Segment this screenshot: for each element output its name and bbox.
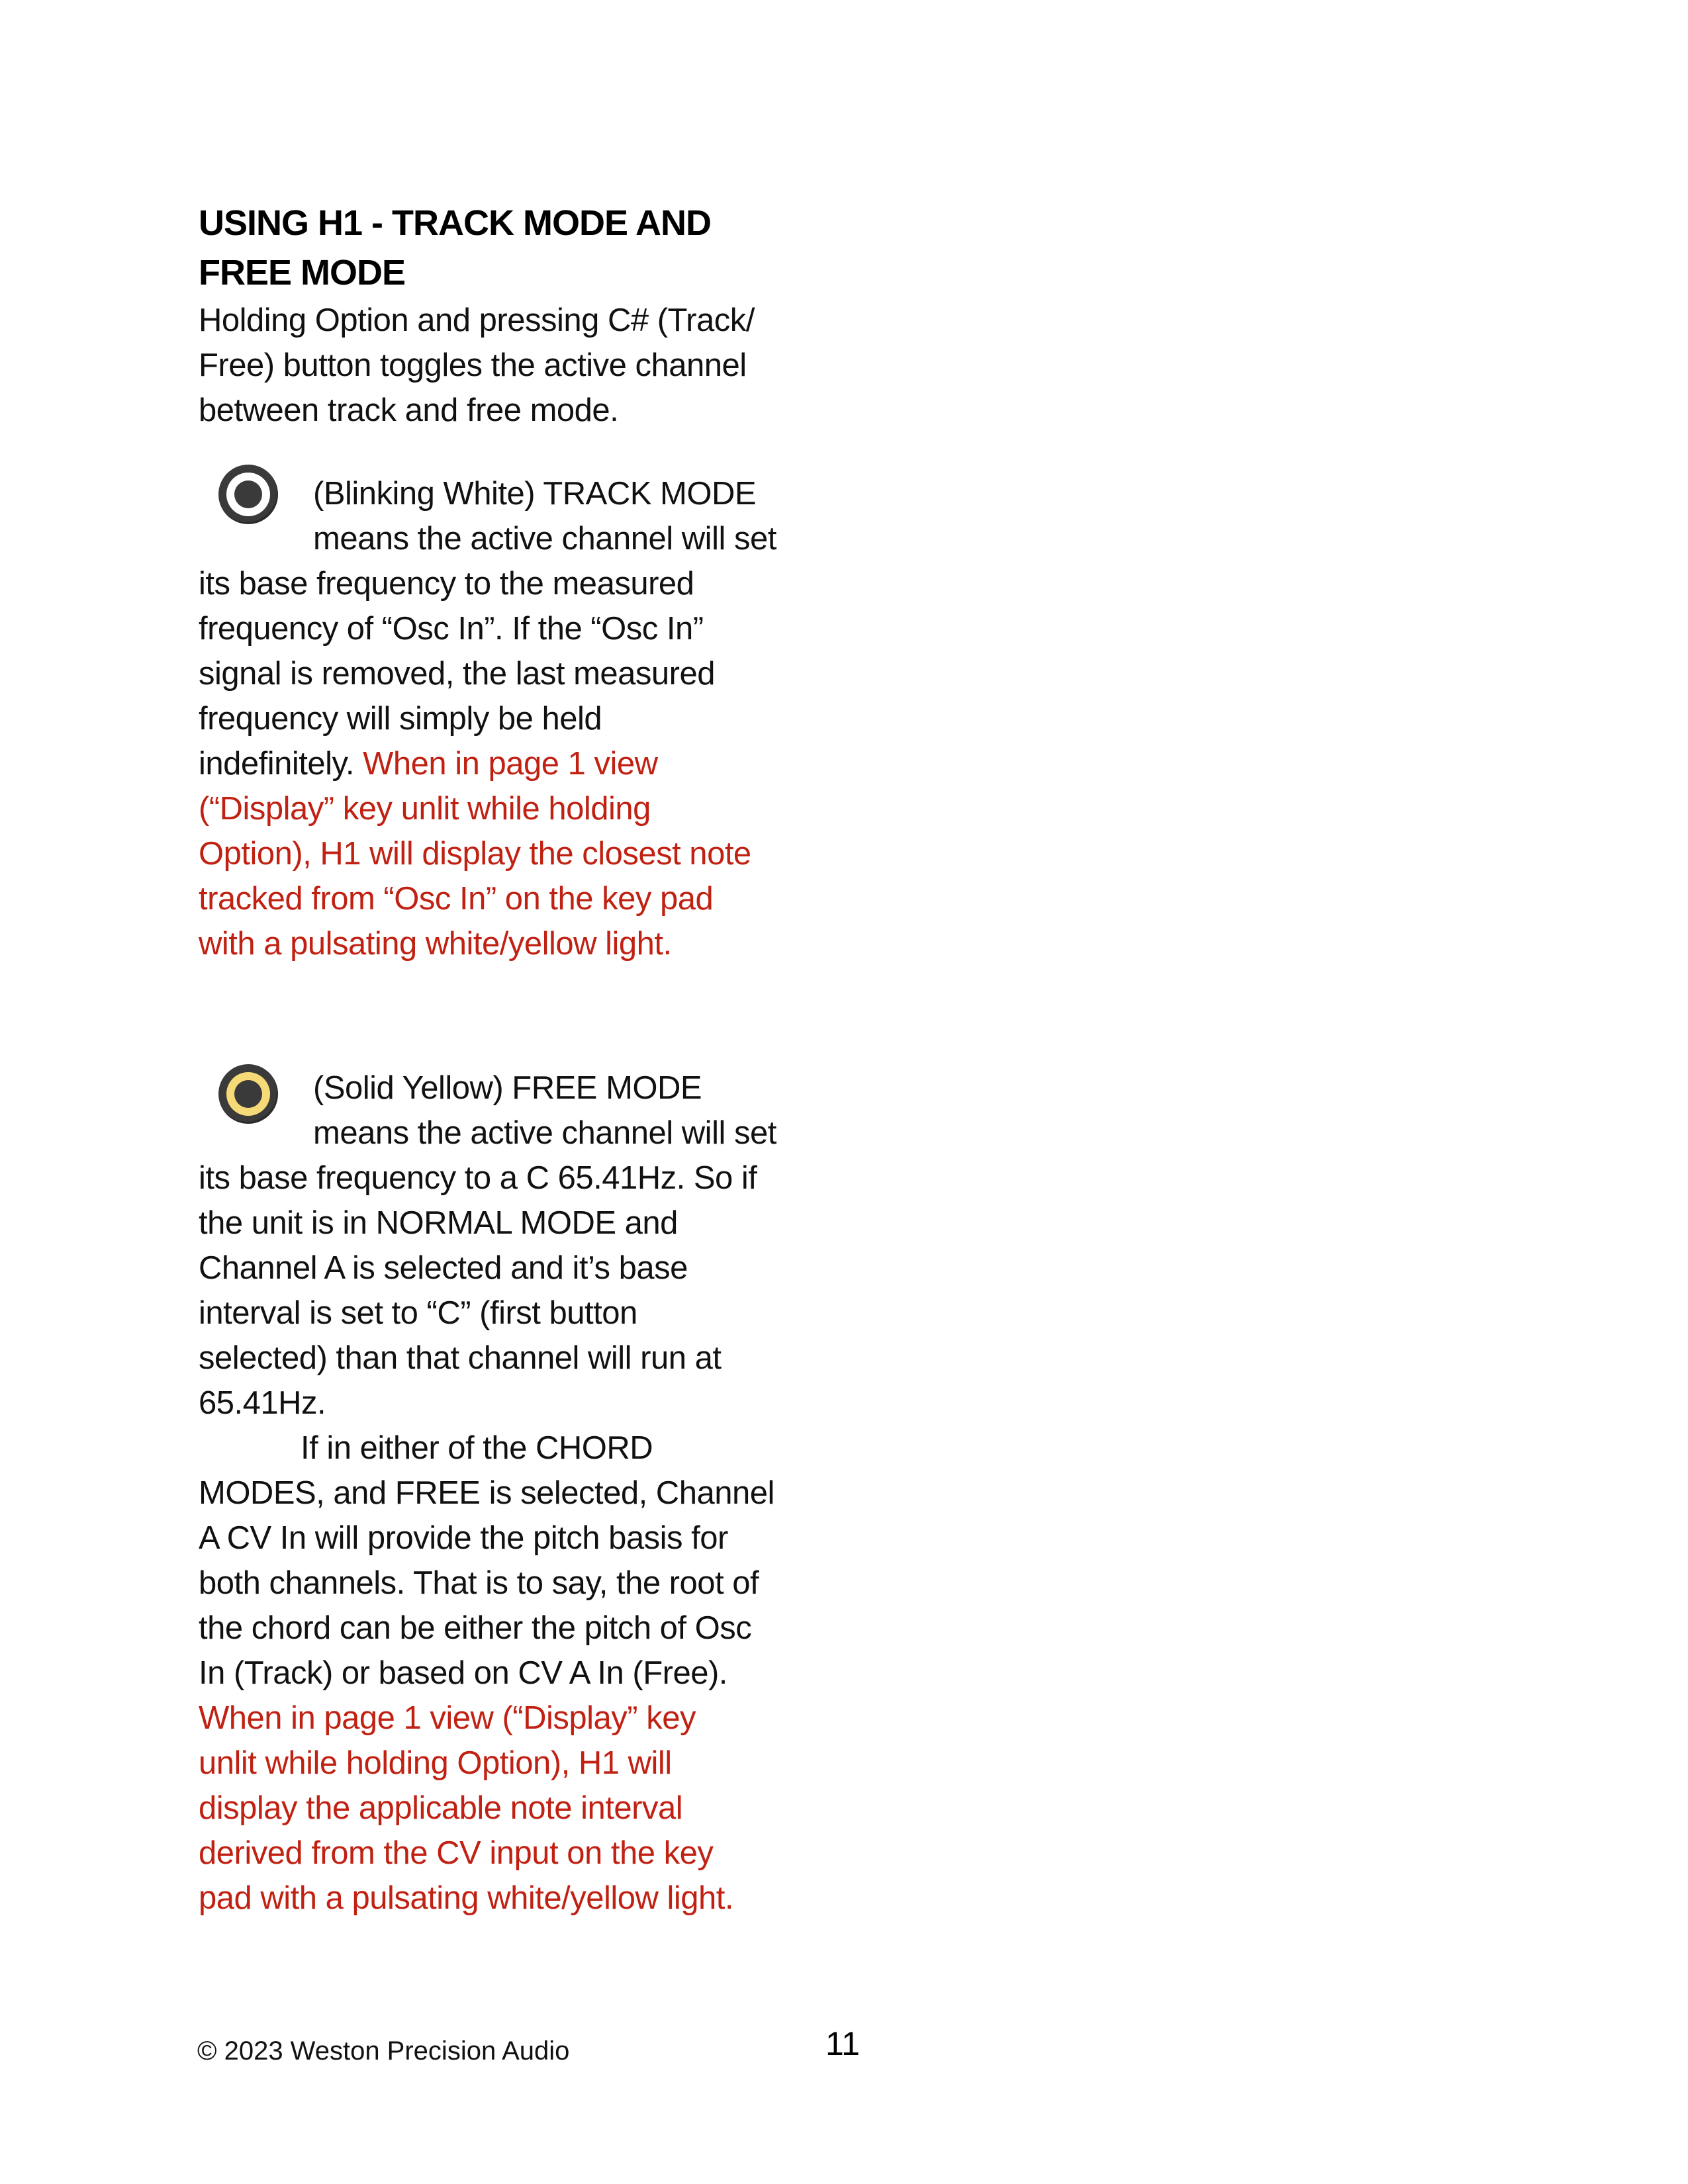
text-line xyxy=(199,388,900,433)
text-line xyxy=(199,1876,900,1921)
red-text-segment: with a pulsating white/yellow light. xyxy=(199,926,672,962)
text-segment: its base frequency to the measured xyxy=(199,566,694,602)
text-line xyxy=(199,343,900,388)
text-line xyxy=(199,298,900,343)
text-line xyxy=(199,696,900,741)
page-number: 11 xyxy=(825,2025,860,2062)
text-line xyxy=(199,786,900,831)
text-line xyxy=(199,1651,900,1696)
text-line xyxy=(199,1336,900,1381)
text-segment: selected) than that channel will run at xyxy=(199,1340,722,1376)
text-segment: If in either of the CHORD xyxy=(301,1430,653,1466)
text-segment: means the active channel will set xyxy=(313,1115,776,1151)
text-line xyxy=(199,606,900,651)
red-text-segment: unlit while holding Option), H1 will xyxy=(199,1745,672,1781)
track-mode-paragraph xyxy=(199,471,900,966)
text-segment: frequency will simply be held xyxy=(199,701,602,737)
section-heading-line-1: USING H1 - TRACK MODE AND xyxy=(199,203,712,243)
text-line xyxy=(199,1831,900,1876)
text-line xyxy=(199,1066,900,1111)
text-line xyxy=(199,516,900,561)
text-segment: both channels. That is to say, the root of xyxy=(199,1565,759,1601)
red-text-segment: tracked from “Osc In” on the key pad xyxy=(199,881,714,917)
text-line xyxy=(199,1201,900,1246)
text-line xyxy=(199,1381,900,1426)
text-segment: Free) button toggles the active channel xyxy=(199,347,747,383)
text-line xyxy=(199,1156,900,1201)
text-line xyxy=(199,1426,900,1471)
copyright-text: © 2023 Weston Precision Audio xyxy=(197,2036,570,2066)
text-line xyxy=(199,876,900,921)
text-line xyxy=(199,1246,900,1291)
text-line xyxy=(199,1741,900,1786)
text-line xyxy=(199,1696,900,1741)
intro-paragraph xyxy=(199,298,900,433)
text-segment: In (Track) or based on CV A In (Free). xyxy=(199,1655,727,1691)
text-line xyxy=(199,1111,900,1156)
text-line xyxy=(199,921,900,966)
text-segment: the chord can be either the pitch of Osc xyxy=(199,1610,752,1646)
text-segment: signal is removed, the last measured xyxy=(199,656,715,692)
text-line xyxy=(199,1516,900,1561)
text-segment: Holding Option and pressing C# (Track/ xyxy=(199,302,755,338)
red-text-segment: display the applicable note interval xyxy=(199,1790,683,1826)
free-mode-paragraph xyxy=(199,1066,900,1921)
red-text-segment: derived from the CV input on the key xyxy=(199,1835,714,1871)
red-text-segment: pad with a pulsating white/yellow light. xyxy=(199,1880,734,1916)
text-segment: its base frequency to a C 65.41Hz. So if xyxy=(199,1160,757,1196)
text-line xyxy=(199,831,900,876)
text-line xyxy=(199,1471,900,1516)
text-line xyxy=(199,1291,900,1336)
text-segment: frequency of “Osc In”. If the “Osc In” xyxy=(199,611,704,647)
section-heading-line-2: FREE MODE xyxy=(199,253,406,293)
text-line xyxy=(199,1606,900,1651)
text-segment: between track and free mode. xyxy=(199,392,619,428)
text-segment: means the active channel will set xyxy=(313,521,776,557)
text-segment: 65.41Hz. xyxy=(199,1385,326,1421)
text-line xyxy=(199,741,900,786)
red-text-segment: Option), H1 will display the closest note xyxy=(199,836,751,872)
text-segment: indefinitely. xyxy=(199,746,363,782)
section-heading xyxy=(199,199,711,298)
text-line xyxy=(199,471,900,516)
text-segment: MODES, and FREE is selected, Channel xyxy=(199,1475,774,1511)
red-text-segment: When in page 1 view (“Display” key xyxy=(199,1700,696,1736)
text-segment: A CV In will provide the pitch basis for xyxy=(199,1520,728,1556)
text-segment: (Solid Yellow) FREE MODE xyxy=(313,1070,702,1106)
text-segment: (Blinking White) TRACK MODE xyxy=(313,476,757,512)
red-text-segment: When in page 1 view xyxy=(363,746,658,782)
text-line xyxy=(199,651,900,696)
text-segment: interval is set to “C” (first button xyxy=(199,1295,637,1331)
text-line xyxy=(199,1561,900,1606)
text-segment: the unit is in NORMAL MODE and xyxy=(199,1205,678,1241)
text-line xyxy=(199,1786,900,1831)
text-line xyxy=(199,561,900,606)
red-text-segment: (“Display” key unlit while holding xyxy=(199,791,651,827)
text-segment: Channel A is selected and it’s base xyxy=(199,1250,688,1286)
